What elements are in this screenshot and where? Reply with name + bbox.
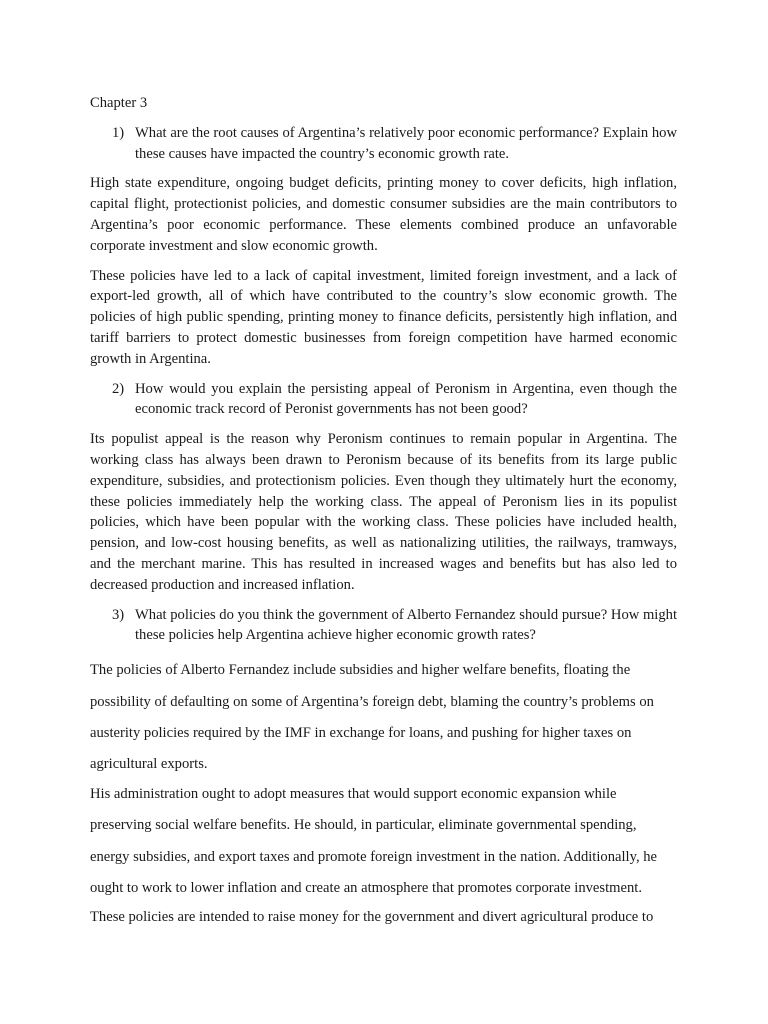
document-body (90, 93, 677, 934)
question-text: What policies do you think the government of Alberto Fernandez should pursue? How might these policies help Argentina achieve higher economic growth rates? (135, 606, 677, 644)
answer-2-paragraph-1: Its populist appeal is the reason why Peronism continues to remain popular in Argentina. The working class has always been drawn to Peronism because of its benefits from its large public expenditure, subsidies, and protectionism policies. Even though they ultimately hurt the economy, these policies immediately help the working class. The appeal of Peronism lies in its populist policies, which have been popular with the working class. These policies have included health, pension, and low-cost housing benefits, as well as nationalizing utilities, the railways, tramways, and the merchant marine. This has resulted in increased wages and benefits but has also led to decreased production and increased inflation. (90, 431, 677, 593)
question-1 (90, 123, 677, 165)
answer-1-paragraph-1: High state expenditure, ongoing budget deficits, printing money to cover deficits, high inflation, capital flight, protectionist policies, and domestic consumer subsidies are the main contributors to Argentina’s poor economic performance. These elements combined produce an unfavorable corporate investment and slow economic growth. (90, 175, 677, 254)
question-number: 3) (112, 606, 125, 623)
question-text: What are the root causes of Argentina’s relatively poor economic performance? Explain how these causes have impacted the country’s economic growth rate. (135, 124, 677, 162)
answer-1-paragraph-2: These policies have led to a lack of capital investment, limited foreign investment, and a lack of export-led growth, all of which have contributed to the country’s slow economic growth. The policies of high public spending, printing money to finance deficits, persistently high inflation, and tariff barriers to protect domestic businesses from foreign competition have harmed economic growth in Argentina. (90, 267, 677, 367)
question-3 (90, 605, 677, 647)
question-text: How would you explain the persisting appeal of Peronism in Argentina, even though the economic track record of Peronist governments has not been good? (135, 380, 677, 418)
question-2 (90, 379, 677, 421)
answer-3-paragraph-2: His administration ought to adopt measures that would support economic expansion while preserving social welfare benefits. He should, in particular, eliminate governmental spending, energy subsidies, and export taxes and promote foreign investment in the nation. Additionally, he ought to work to lower inflation and create an atmosphere that promotes corporate investment. (90, 785, 658, 896)
question-number: 1) (112, 124, 125, 141)
answer-3-paragraph-3: These policies are intended to raise money for the government and divert agricultural produce to (90, 909, 654, 926)
answer-3-paragraph-1: The policies of Alberto Fernandez include subsidies and higher welfare benefits, floating the possibility of defaulting on some of Argentina’s foreign debt, blaming the country’s problems on austerity policies required by the IMF in exchange for loans, and pushing for higher taxes on agricultural exports. (90, 662, 654, 773)
chapter-title: Chapter 3 (90, 95, 148, 111)
question-number: 2) (112, 380, 125, 397)
